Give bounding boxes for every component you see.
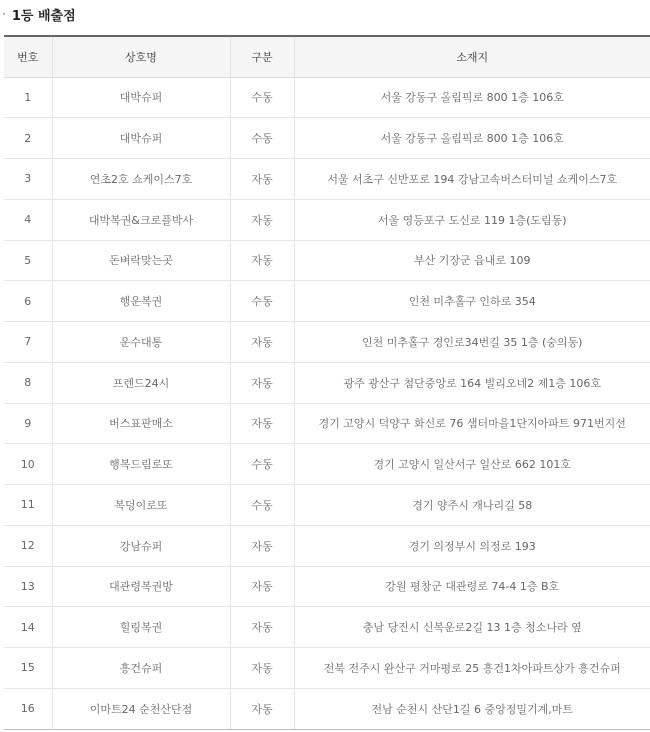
- table-row: [4, 362, 650, 403]
- table-row: [4, 240, 650, 281]
- cell-type: 자동: [230, 607, 294, 648]
- table-row: [4, 566, 650, 607]
- table-row: [4, 485, 650, 526]
- cell-type: 수동: [230, 485, 294, 526]
- table-row: [4, 281, 650, 322]
- cell-store-name: 대박슈퍼: [52, 77, 230, 118]
- cell-store-name: 행복드림로또: [52, 444, 230, 485]
- cell-address: 인천 미추홀구 인하로 354: [294, 281, 650, 322]
- cell-type: 자동: [230, 322, 294, 363]
- cell-no: 12: [4, 525, 52, 566]
- cell-store-name: 돈벼락맞는곳: [52, 240, 230, 281]
- table-row: [4, 118, 650, 159]
- cell-type: 자동: [230, 240, 294, 281]
- section-header: [0, 0, 650, 28]
- cell-address: 경기 의정부시 의정로 193: [294, 525, 650, 566]
- table-header-row: [4, 37, 650, 77]
- cell-type: 자동: [230, 199, 294, 240]
- cell-type: 자동: [230, 525, 294, 566]
- cell-type: 자동: [230, 403, 294, 444]
- cell-store-name: 행운복권: [52, 281, 230, 322]
- table-row: [4, 77, 650, 118]
- cell-no: 16: [4, 688, 52, 729]
- cell-address: 경기 고양시 덕양구 화신로 76 샘터마을1단지아파트 971번지선: [294, 403, 650, 444]
- table-row: [4, 322, 650, 363]
- table-body: [4, 77, 650, 729]
- winners-table: [4, 37, 650, 730]
- cell-no: 14: [4, 607, 52, 648]
- cell-store-name: 강남슈퍼: [52, 525, 230, 566]
- cell-address: 광주 광산구 첨단중앙로 164 빌리오네2 제1층 106호: [294, 362, 650, 403]
- table-row: [4, 444, 650, 485]
- cell-no: 11: [4, 485, 52, 526]
- cell-no: 6: [4, 281, 52, 322]
- cell-no: 15: [4, 648, 52, 689]
- cell-no: 10: [4, 444, 52, 485]
- cell-store-name: 연초2호 쇼케이스7호: [52, 159, 230, 200]
- cell-store-name: 이마트24 순천산단점: [52, 688, 230, 729]
- table-row: [4, 159, 650, 200]
- cell-store-name: 흥건슈퍼: [52, 648, 230, 689]
- cell-store-name: 힐링복권: [52, 607, 230, 648]
- table-row: [4, 525, 650, 566]
- header-type: 구분: [230, 37, 294, 77]
- cell-no: 2: [4, 118, 52, 159]
- cell-no: 1: [4, 77, 52, 118]
- cell-store-name: 대박복권&크로플박사: [52, 199, 230, 240]
- cell-address: 강원 평창군 대관령로 74-4 1층 B호: [294, 566, 650, 607]
- cell-no: 4: [4, 199, 52, 240]
- cell-no: 3: [4, 159, 52, 200]
- cell-type: 자동: [230, 362, 294, 403]
- table-row: [4, 607, 650, 648]
- table-row: [4, 648, 650, 689]
- header-no: 번호: [4, 37, 52, 77]
- cell-type: 수동: [230, 118, 294, 159]
- cell-address: 충남 당진시 신복운로2길 13 1층 청소나라 옆: [294, 607, 650, 648]
- cell-no: 8: [4, 362, 52, 403]
- cell-address: 전남 순천시 산단1길 6 중앙정밀기계,마트: [294, 688, 650, 729]
- cell-address: 서울 강동구 올림픽로 800 1층 106호: [294, 77, 650, 118]
- cell-address: 서울 서초구 신반포로 194 강남고속버스터미널 쇼케이스7호: [294, 159, 650, 200]
- table-row: [4, 199, 650, 240]
- cell-address: 경기 양주시 개나리길 58: [294, 485, 650, 526]
- cell-type: 자동: [230, 688, 294, 729]
- cell-no: 9: [4, 403, 52, 444]
- cell-store-name: 프렌드24시: [52, 362, 230, 403]
- cell-store-name: 대박슈퍼: [52, 118, 230, 159]
- cell-store-name: 대관령복권방: [52, 566, 230, 607]
- cell-store-name: 버스표판매소: [52, 403, 230, 444]
- cell-type: 자동: [230, 648, 294, 689]
- cell-address: 전북 전주시 완산구 거마평로 25 흥건1차아파트상가 흥건슈퍼: [294, 648, 650, 689]
- cell-store-name: 복덩이로또: [52, 485, 230, 526]
- cell-store-name: 운수대통: [52, 322, 230, 363]
- header-address: 소재지: [294, 37, 650, 77]
- cell-type: 수동: [230, 444, 294, 485]
- cell-no: 7: [4, 322, 52, 363]
- cell-type: 자동: [230, 159, 294, 200]
- cell-type: 자동: [230, 566, 294, 607]
- cell-type: 수동: [230, 77, 294, 118]
- cell-address: 서울 강동구 올림픽로 800 1층 106호: [294, 118, 650, 159]
- table-row: [4, 403, 650, 444]
- cell-address: 경기 고양시 일산서구 일산로 662 101호: [294, 444, 650, 485]
- table-row: [4, 688, 650, 729]
- cell-no: 5: [4, 240, 52, 281]
- header-name: 상호명: [52, 37, 230, 77]
- cell-type: 수동: [230, 281, 294, 322]
- cell-address: 서울 영등포구 도신로 119 1층(도림동): [294, 199, 650, 240]
- cell-address: 인천 미추홀구 경인로34번길 35 1층 (숭의동): [294, 322, 650, 363]
- cell-no: 13: [4, 566, 52, 607]
- section-title: 1등 배출점: [11, 8, 76, 24]
- cell-address: 부산 기장군 읍내로 109: [294, 240, 650, 281]
- bullet-icon: ·: [2, 7, 6, 21]
- winners-table-container: [4, 35, 650, 730]
